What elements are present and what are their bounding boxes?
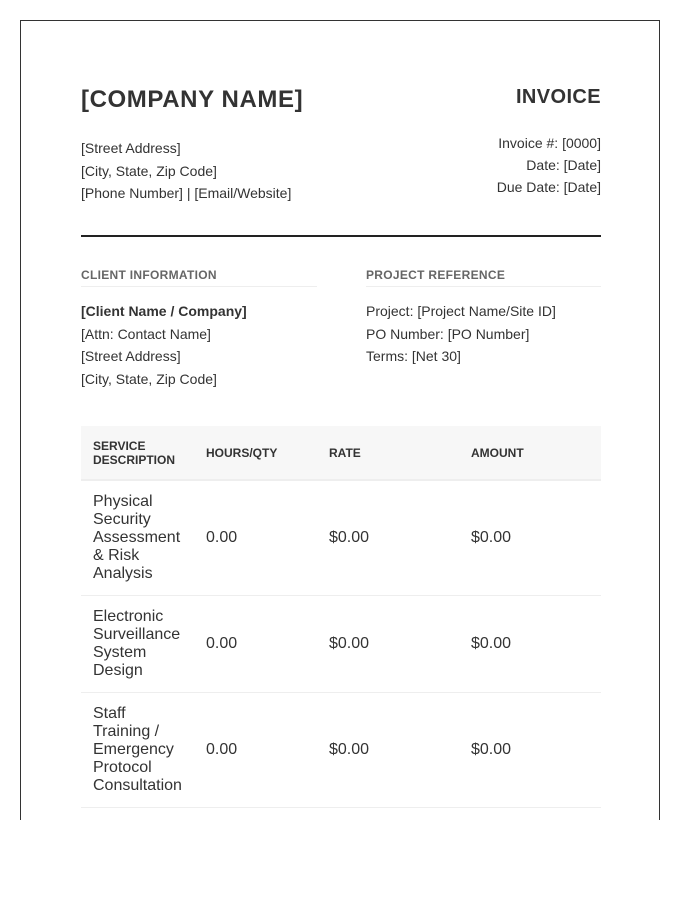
- table-row: [81, 596, 601, 693]
- project-ref-lines: [366, 300, 601, 368]
- project-reference: [366, 268, 601, 368]
- amount-cell: $0.00: [459, 480, 601, 596]
- invoice-due-date: Due Date: [Date]: [496, 179, 601, 195]
- invoice-number: Invoice #: [0000]: [498, 135, 601, 151]
- client-information: [81, 268, 317, 390]
- client-info-heading: CLIENT INFORMATION: [81, 268, 317, 287]
- header-service-description: SERVICE DESCRIPTION: [81, 426, 194, 480]
- invoice-header: [81, 86, 601, 236]
- hours-cell: 0.00: [194, 480, 317, 596]
- line-items-table: [81, 426, 601, 808]
- invoice-content: [81, 86, 601, 794]
- hours-cell: 0.00: [194, 693, 317, 808]
- company-city: [City, State, Zip Code]: [81, 162, 217, 179]
- header-amount: AMOUNT: [459, 426, 601, 480]
- amount-cell: $0.00: [459, 693, 601, 808]
- client-name: [Client Name / Company]: [81, 303, 247, 319]
- invoice-meta-block: [497, 132, 601, 198]
- client-attn: [Attn: Contact Name]: [81, 325, 211, 342]
- project-name: Project: [Project Name/Site ID]: [366, 303, 556, 319]
- header-rate: RATE: [317, 426, 459, 480]
- table-header-row: [81, 426, 601, 480]
- table-row: [81, 693, 601, 808]
- service-description-cell: Staff Training / Emergency Protocol Consultation: [81, 693, 194, 808]
- rate-cell: $0.00: [317, 596, 459, 693]
- rate-cell: $0.00: [317, 480, 459, 596]
- company-name: [COMPANY NAME]: [81, 86, 304, 113]
- company-address-block: [81, 137, 291, 205]
- amount-cell: $0.00: [459, 596, 601, 693]
- company-contact: [Phone Number] | [Email/Website]: [81, 185, 292, 201]
- header-hours-qty: HOURS/QTY: [194, 426, 317, 480]
- payment-terms: Terms: [Net 30]: [366, 348, 461, 364]
- po-number: PO Number: [PO Number]: [366, 325, 530, 342]
- table-row: [81, 480, 601, 596]
- company-street: [Street Address]: [81, 140, 181, 156]
- header-divider: [81, 235, 601, 237]
- service-description-cell: Electronic Surveillance System Design: [81, 596, 194, 693]
- client-street: [Street Address]: [81, 348, 181, 364]
- invoice-date: Date: [Date]: [526, 157, 601, 173]
- service-description-cell: Physical Security Assessment & Risk Analysis: [81, 480, 194, 596]
- invoice-page: [20, 20, 660, 820]
- project-ref-heading: PROJECT REFERENCE: [366, 268, 601, 287]
- client-info-lines: [81, 300, 317, 390]
- hours-cell: 0.00: [194, 596, 317, 693]
- client-city: [City, State, Zip Code]: [81, 370, 217, 387]
- invoice-title: INVOICE: [515, 86, 601, 108]
- rate-cell: $0.00: [317, 693, 459, 808]
